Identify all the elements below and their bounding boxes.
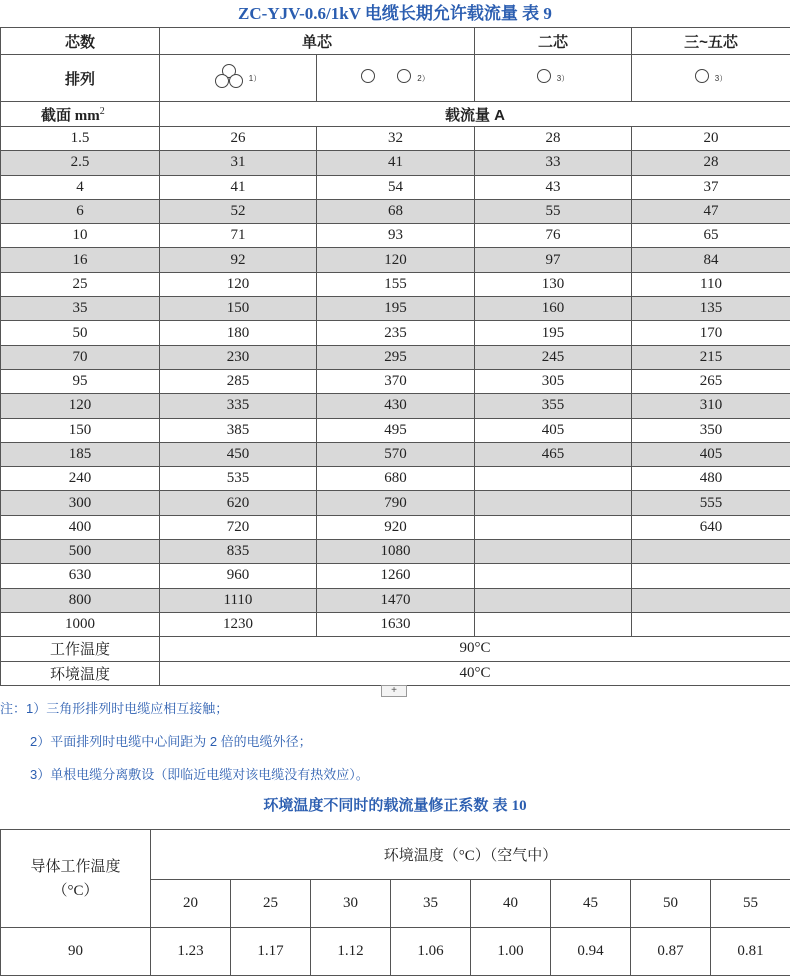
table9-title: ZC-YJV-0.6/1kV 电缆长期允许载流量 表 9 bbox=[238, 4, 552, 23]
cell-single-flat: 570 bbox=[317, 442, 475, 466]
cell-three-five-core: 640 bbox=[632, 515, 790, 539]
correction-factor: 1.00 bbox=[471, 928, 551, 976]
cell-single-flat: 370 bbox=[317, 369, 475, 393]
correction-factor: 1.06 bbox=[391, 928, 471, 976]
ambient-temp-label: 环境温度 bbox=[1, 661, 160, 685]
current-capacity-table bbox=[0, 27, 790, 686]
correction-factor-table bbox=[0, 829, 790, 976]
cell-single-trefoil: 150 bbox=[160, 297, 317, 321]
cell-two-core: 76 bbox=[475, 224, 632, 248]
ambient-temp-value: 20 bbox=[151, 880, 231, 928]
cell-two-core: 245 bbox=[475, 345, 632, 369]
cell-single-flat: 93 bbox=[317, 224, 475, 248]
cell-section: 4 bbox=[1, 175, 160, 199]
header-arrangement: 排列 bbox=[1, 55, 160, 102]
cell-section: 630 bbox=[1, 564, 160, 588]
table-row bbox=[1, 224, 790, 248]
cable-circle-icon bbox=[361, 69, 375, 83]
cell-single-flat: 54 bbox=[317, 175, 475, 199]
note-3: 3）单根电缆分离敷设（即临近电缆对该电缆没有热效应）。 bbox=[30, 767, 369, 782]
header-section: 截面 $mm^2$ bbox=[1, 102, 160, 127]
cell-single-trefoil: 960 bbox=[160, 564, 317, 588]
arrangement-trefoil bbox=[160, 55, 317, 102]
cell-single-flat: 295 bbox=[317, 345, 475, 369]
cable-circle-icon bbox=[397, 69, 411, 83]
cell-single-trefoil: 335 bbox=[160, 394, 317, 418]
table-row bbox=[1, 369, 790, 393]
cell-single-trefoil: 450 bbox=[160, 442, 317, 466]
cell-three-five-core: 265 bbox=[632, 369, 790, 393]
cell-three-five-core: 37 bbox=[632, 175, 790, 199]
cell-three-five-core bbox=[632, 612, 790, 636]
correction-factor: 1.17 bbox=[231, 928, 311, 976]
cell-single-flat: 155 bbox=[317, 272, 475, 296]
cell-single-trefoil: 26 bbox=[160, 127, 317, 151]
table-row bbox=[1, 175, 790, 199]
cell-single-flat: 495 bbox=[317, 418, 475, 442]
header-cores: 芯数 bbox=[1, 28, 160, 55]
cell-section: 95 bbox=[1, 369, 160, 393]
cell-section: 35 bbox=[1, 297, 160, 321]
table-row bbox=[1, 564, 790, 588]
ambient-temp-value: 50 bbox=[631, 880, 711, 928]
cell-single-flat: 32 bbox=[317, 127, 475, 151]
table-row bbox=[1, 418, 790, 442]
cell-two-core bbox=[475, 540, 632, 564]
cell-section: 150 bbox=[1, 418, 160, 442]
cell-section: 1.5 bbox=[1, 127, 160, 151]
conductor-temp-header: 导体工作温度 （°C） bbox=[1, 830, 151, 928]
working-temp-value: 90°C bbox=[160, 637, 790, 661]
cell-single-trefoil: 620 bbox=[160, 491, 317, 515]
cell-two-core bbox=[475, 515, 632, 539]
cell-two-core: 465 bbox=[475, 442, 632, 466]
cell-three-five-core: 555 bbox=[632, 491, 790, 515]
table-row bbox=[1, 321, 790, 345]
cell-two-core: 55 bbox=[475, 199, 632, 223]
note-1: 注：1）三角形排列时电缆应相互接触； bbox=[0, 701, 229, 716]
cell-section: 25 bbox=[1, 272, 160, 296]
header-three-five-core: 三~五芯 bbox=[632, 28, 790, 55]
ambient-temp-value: 25 bbox=[231, 880, 311, 928]
table-row bbox=[1, 515, 790, 539]
cell-single-trefoil: 52 bbox=[160, 199, 317, 223]
cell-single-flat: 680 bbox=[317, 467, 475, 491]
table-row bbox=[1, 151, 790, 175]
cell-two-core: 355 bbox=[475, 394, 632, 418]
cable-circle-icon bbox=[537, 69, 551, 83]
correction-factor: 0.81 bbox=[711, 928, 790, 976]
cell-three-five-core: 47 bbox=[632, 199, 790, 223]
cell-section: 800 bbox=[1, 588, 160, 612]
cell-three-five-core: 84 bbox=[632, 248, 790, 272]
cell-three-five-core bbox=[632, 588, 790, 612]
cell-single-flat: 41 bbox=[317, 151, 475, 175]
table-row bbox=[1, 248, 790, 272]
cell-three-five-core bbox=[632, 540, 790, 564]
cell-single-flat: 1260 bbox=[317, 564, 475, 588]
ambient-temp-row bbox=[1, 661, 790, 685]
cell-single-trefoil: 41 bbox=[160, 175, 317, 199]
working-temp-row bbox=[1, 637, 790, 661]
arrangement-note-ref: 2） bbox=[417, 74, 430, 83]
correction-factor: 1.23 bbox=[151, 928, 231, 976]
cell-section: 50 bbox=[1, 321, 160, 345]
table-row bbox=[1, 272, 790, 296]
cell-single-trefoil: 1110 bbox=[160, 588, 317, 612]
correction-factor: 0.87 bbox=[631, 928, 711, 976]
cell-single-flat: 430 bbox=[317, 394, 475, 418]
correction-factor: 0.94 bbox=[551, 928, 631, 976]
cell-two-core: 97 bbox=[475, 248, 632, 272]
cell-single-flat: 790 bbox=[317, 491, 475, 515]
cell-three-five-core: 110 bbox=[632, 272, 790, 296]
ambient-temp-value: 35 bbox=[391, 880, 471, 928]
header-single-core: 单芯 bbox=[160, 28, 475, 55]
ambient-temp-value: 30 bbox=[311, 880, 391, 928]
arrangement-multi-core bbox=[632, 55, 790, 102]
cell-section: 120 bbox=[1, 394, 160, 418]
cell-single-flat: 120 bbox=[317, 248, 475, 272]
cell-three-five-core: 28 bbox=[632, 151, 790, 175]
cable-circle-icon bbox=[695, 69, 709, 83]
cell-section: 10 bbox=[1, 224, 160, 248]
cell-single-trefoil: 230 bbox=[160, 345, 317, 369]
cell-three-five-core: 65 bbox=[632, 224, 790, 248]
ambient-temp-value: 40°C bbox=[160, 661, 790, 685]
cell-two-core bbox=[475, 564, 632, 588]
arrangement-note-ref: 3） bbox=[714, 74, 728, 83]
cell-two-core bbox=[475, 588, 632, 612]
cell-three-five-core bbox=[632, 564, 790, 588]
cell-three-five-core: 310 bbox=[632, 394, 790, 418]
cell-section: 300 bbox=[1, 491, 160, 515]
expand-button[interactable]: + bbox=[381, 685, 407, 697]
cell-single-trefoil: 385 bbox=[160, 418, 317, 442]
table-row bbox=[1, 127, 790, 151]
cell-two-core bbox=[475, 612, 632, 636]
cell-single-trefoil: 285 bbox=[160, 369, 317, 393]
cell-single-flat: 1470 bbox=[317, 588, 475, 612]
cell-single-trefoil: 835 bbox=[160, 540, 317, 564]
cell-single-trefoil: 180 bbox=[160, 321, 317, 345]
ambient-temp-value: 55 bbox=[711, 880, 790, 928]
cell-section: 500 bbox=[1, 540, 160, 564]
cell-two-core: 43 bbox=[475, 175, 632, 199]
cell-two-core: 160 bbox=[475, 297, 632, 321]
cell-two-core: 195 bbox=[475, 321, 632, 345]
cell-section: 185 bbox=[1, 442, 160, 466]
table-row bbox=[1, 442, 790, 466]
arrangement-two-core bbox=[475, 55, 632, 102]
cell-single-flat: 1630 bbox=[317, 612, 475, 636]
cell-three-five-core: 480 bbox=[632, 467, 790, 491]
table-row bbox=[1, 394, 790, 418]
note-2: 2）平面排列时电缆中心间距为 2 倍的电缆外径； bbox=[30, 734, 312, 749]
table-row bbox=[1, 540, 790, 564]
cell-two-core bbox=[475, 467, 632, 491]
table10-title: 环境温度不同时的载流量修正系数 表 10 bbox=[263, 797, 527, 814]
cell-single-flat: 235 bbox=[317, 321, 475, 345]
cell-single-flat: 68 bbox=[317, 199, 475, 223]
cell-section: 6 bbox=[1, 199, 160, 223]
working-temp-label: 工作温度 bbox=[1, 637, 160, 661]
ambient-temp-value: 45 bbox=[551, 880, 631, 928]
cell-three-five-core: 350 bbox=[632, 418, 790, 442]
cell-single-flat: 195 bbox=[317, 297, 475, 321]
arrangement-note-ref: 3） bbox=[556, 74, 570, 83]
cell-three-five-core: 135 bbox=[632, 297, 790, 321]
cell-single-flat: 920 bbox=[317, 515, 475, 539]
arrangement-flat bbox=[317, 55, 475, 102]
header-current: 载流量 A bbox=[160, 102, 790, 127]
table-row bbox=[1, 297, 790, 321]
cell-two-core: 405 bbox=[475, 418, 632, 442]
ambient-temp-value: 40 bbox=[471, 880, 551, 928]
cell-single-trefoil: 535 bbox=[160, 467, 317, 491]
cell-three-five-core: 405 bbox=[632, 442, 790, 466]
cell-single-trefoil: 720 bbox=[160, 515, 317, 539]
cell-section: 240 bbox=[1, 467, 160, 491]
cell-two-core: 130 bbox=[475, 272, 632, 296]
cell-section: 16 bbox=[1, 248, 160, 272]
cell-section: 70 bbox=[1, 345, 160, 369]
cell-single-trefoil: 120 bbox=[160, 272, 317, 296]
cell-three-five-core: 215 bbox=[632, 345, 790, 369]
cell-single-trefoil: 71 bbox=[160, 224, 317, 248]
cell-section: 400 bbox=[1, 515, 160, 539]
cell-single-flat: 1080 bbox=[317, 540, 475, 564]
arrangement-note-ref: 1） bbox=[248, 74, 262, 83]
cell-section: 1000 bbox=[1, 612, 160, 636]
cell-section: 2.5 bbox=[1, 151, 160, 175]
table-row bbox=[1, 199, 790, 223]
header-two-core: 二芯 bbox=[475, 28, 632, 55]
ambient-temp-header: 环境温度（°C）（空气中） bbox=[151, 830, 790, 880]
cell-single-trefoil: 31 bbox=[160, 151, 317, 175]
cell-single-trefoil: 1230 bbox=[160, 612, 317, 636]
table-row bbox=[1, 588, 790, 612]
table-row bbox=[1, 345, 790, 369]
cell-three-five-core: 20 bbox=[632, 127, 790, 151]
table-row bbox=[1, 612, 790, 636]
conductor-temp-value: 90 bbox=[1, 928, 151, 976]
cell-two-core bbox=[475, 491, 632, 515]
table-row bbox=[1, 467, 790, 491]
cell-single-trefoil: 92 bbox=[160, 248, 317, 272]
correction-factor: 1.12 bbox=[311, 928, 391, 976]
cell-two-core: 33 bbox=[475, 151, 632, 175]
cell-two-core: 28 bbox=[475, 127, 632, 151]
cell-two-core: 305 bbox=[475, 369, 632, 393]
table-row bbox=[1, 491, 790, 515]
cell-three-five-core: 170 bbox=[632, 321, 790, 345]
trefoil-cable-icon bbox=[215, 64, 243, 88]
